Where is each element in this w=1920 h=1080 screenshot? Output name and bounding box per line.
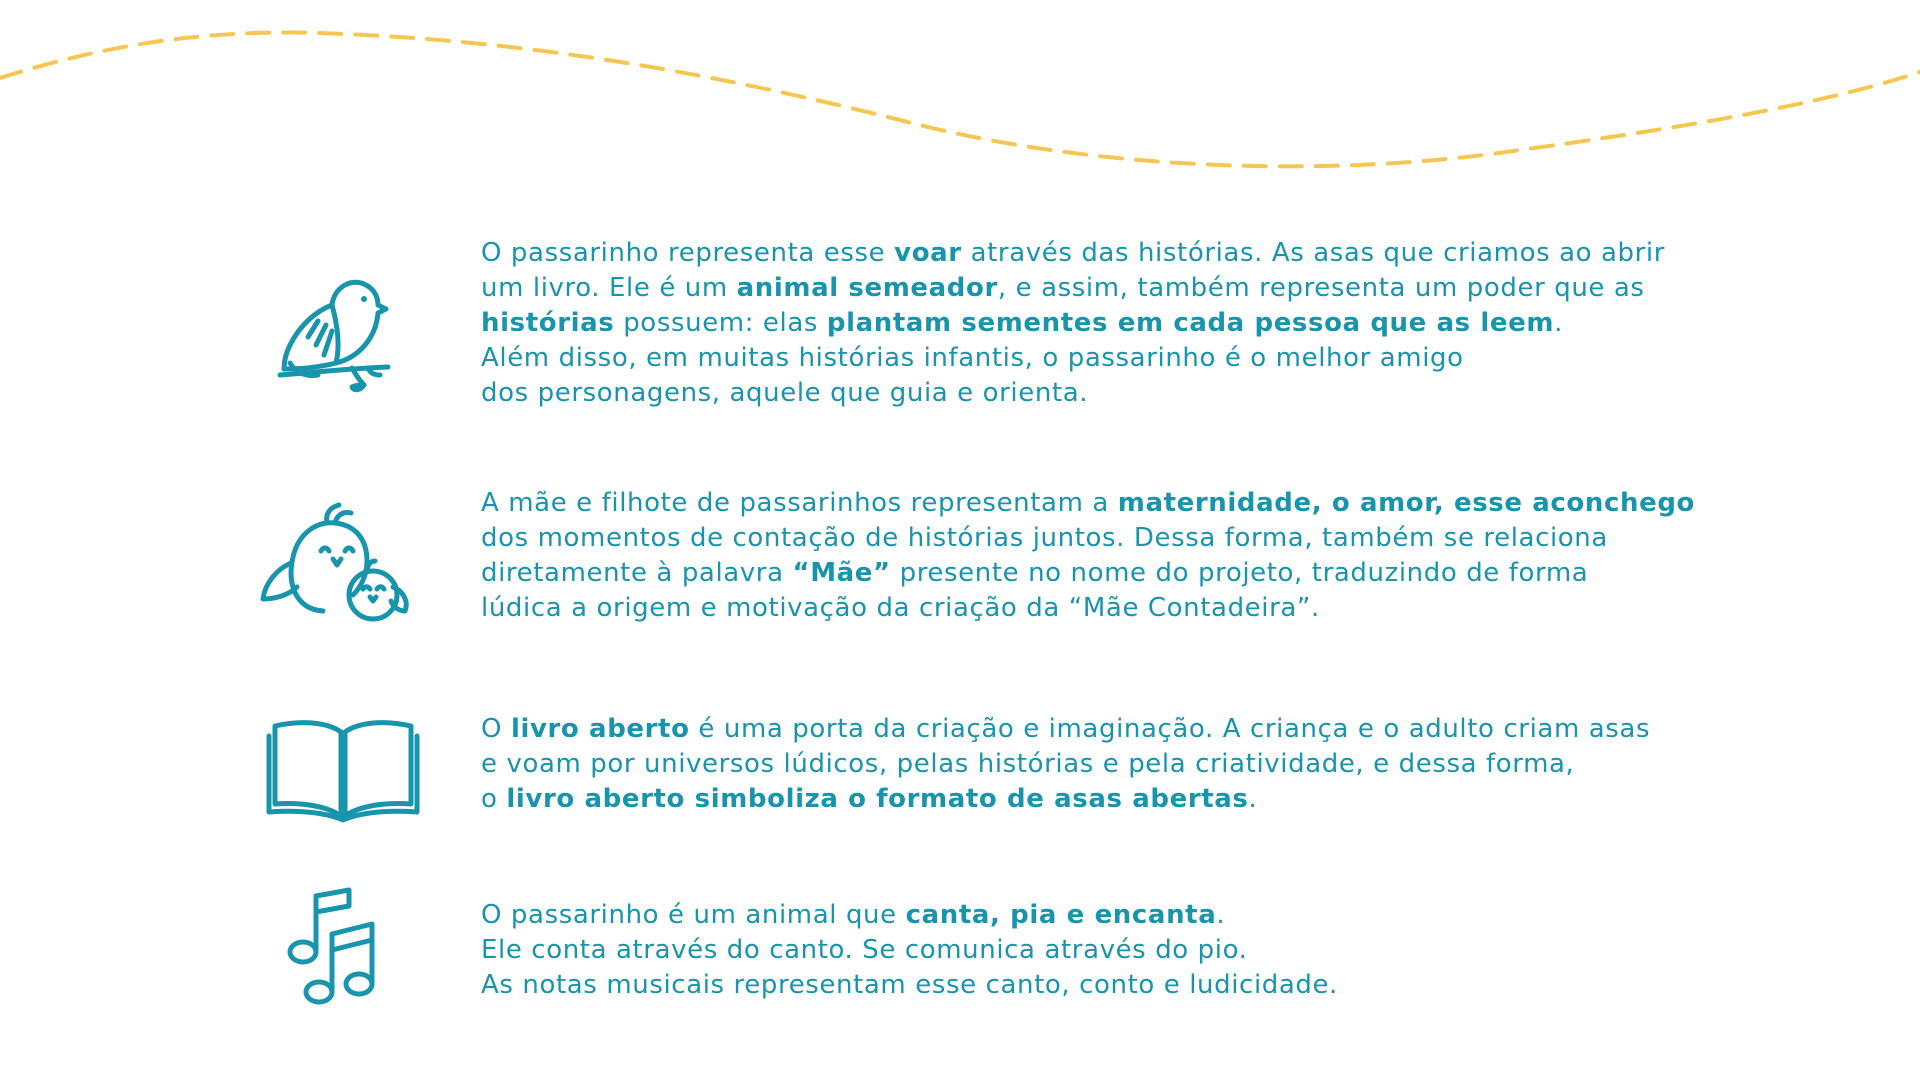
body-text: possuem: elas bbox=[614, 308, 827, 338]
body-text: um livro. Ele é um bbox=[481, 273, 737, 303]
text-line bbox=[481, 747, 1701, 782]
text-line bbox=[481, 376, 1701, 411]
emphasis-text: maternidade, o amor, esse aconchego bbox=[1117, 488, 1696, 518]
emphasis-text: voar bbox=[894, 238, 962, 268]
section-text bbox=[481, 898, 1701, 1003]
bird-on-branch-icon bbox=[260, 265, 420, 395]
body-text: e voam por universos lúdicos, pelas histórias e pela criatividade, e dessa forma, bbox=[481, 749, 1575, 779]
section-text bbox=[481, 236, 1701, 411]
emphasis-text: histórias bbox=[481, 308, 615, 338]
text-line bbox=[481, 306, 1701, 341]
body-text: através das histórias. As asas que criamos ao abrir bbox=[961, 238, 1666, 268]
emphasis-text: animal semeador bbox=[736, 273, 998, 303]
emphasis-text: plantam sementes em cada pessoa que as leem bbox=[826, 308, 1555, 338]
body-text: diretamente à palavra bbox=[481, 558, 793, 588]
text-line bbox=[481, 341, 1701, 376]
decorative-dashed-wave bbox=[0, 0, 1920, 200]
emphasis-text: canta, pia e encanta bbox=[905, 900, 1217, 930]
body-text: presente no nome do projeto, traduzindo de forma bbox=[890, 558, 1589, 588]
body-text: lúdica a origem e motivação da criação da “Mãe Contadeira”. bbox=[481, 593, 1320, 623]
open-book-icon bbox=[265, 712, 425, 842]
emphasis-text: “Mãe” bbox=[792, 558, 891, 588]
body-text: O passarinho é um animal que bbox=[481, 900, 906, 930]
body-text: O bbox=[481, 714, 511, 744]
body-text: Ele conta através do canto. Se comunica através do pio. bbox=[481, 935, 1248, 965]
text-line bbox=[481, 782, 1701, 817]
text-line bbox=[481, 712, 1701, 747]
body-text: o bbox=[481, 784, 507, 814]
emphasis-text: livro aberto bbox=[510, 714, 690, 744]
section-text bbox=[481, 712, 1701, 817]
body-text: . bbox=[1248, 784, 1258, 814]
music-notes-icon bbox=[265, 890, 425, 1020]
body-text: dos momentos de contação de histórias juntos. Dessa forma, também se relaciona bbox=[481, 523, 1608, 553]
body-text: , e assim, também representa um poder que as bbox=[997, 273, 1645, 303]
body-text: dos personagens, aquele que guia e orienta. bbox=[481, 378, 1089, 408]
section-text bbox=[481, 486, 1701, 626]
body-text: A mãe e filhote de passarinhos representam a bbox=[481, 488, 1118, 518]
body-text: é uma porta da criação e imaginação. A criança e o adulto criam asas bbox=[689, 714, 1651, 744]
body-text: . bbox=[1216, 900, 1226, 930]
body-text: Além disso, em muitas histórias infantis, o passarinho é o melhor amigo bbox=[481, 343, 1464, 373]
body-text: As notas musicais representam esse canto, conto e ludicidade. bbox=[481, 970, 1338, 1000]
emphasis-text: livro aberto simboliza o formato de asas abertas bbox=[506, 784, 1249, 814]
text-line bbox=[481, 486, 1701, 521]
text-line bbox=[481, 556, 1701, 591]
mother-and-chick-birds-icon bbox=[255, 495, 415, 625]
text-line bbox=[481, 236, 1701, 271]
text-line bbox=[481, 933, 1701, 968]
text-line bbox=[481, 968, 1701, 1003]
text-line bbox=[481, 898, 1701, 933]
text-line bbox=[481, 271, 1701, 306]
text-line bbox=[481, 591, 1701, 626]
body-text: . bbox=[1554, 308, 1563, 338]
body-text: O passarinho representa esse bbox=[481, 238, 895, 268]
text-line bbox=[481, 521, 1701, 556]
